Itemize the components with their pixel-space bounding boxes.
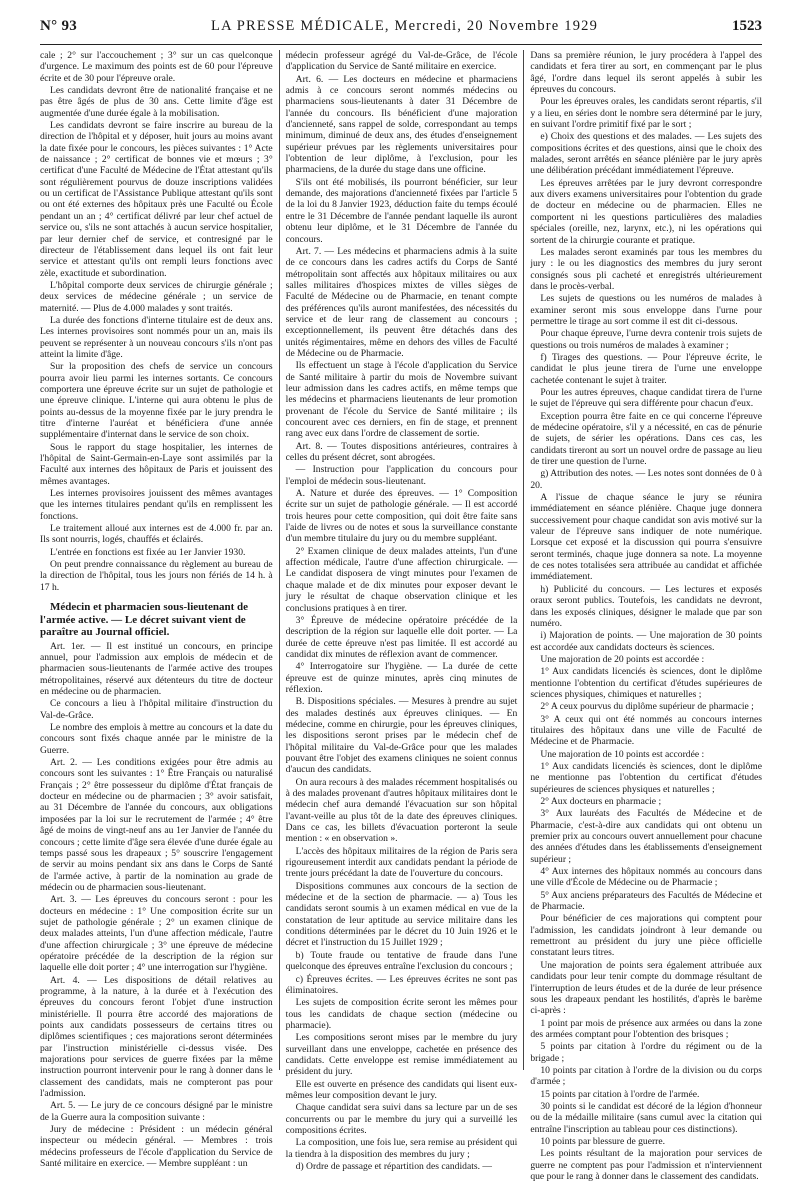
- paragraph: Une majoration de 10 points est accordée :: [540, 748, 705, 760]
- paragraph: S'ils ont été mobilisés, ils pourront bénéficier, sur leur demande, des majorations d'ancienneté fixées par l'article 5 de la loi du 8 Janvier 1923, déduction faite du temps écoulé entre le 31 Décembre de l'année pendant laquelle ils auront obtenu leur diplôme, et le 31 Décembre de l'année du concours.: [285, 176, 518, 245]
- paragraph: Les candidats devront être de nationalité française et ne pas être âgés de plus de 30 ans. Cette limite d'âge est augmentée d'une durée égale à la mobilisation.: [40, 85, 273, 119]
- paragraph: 5 points par citation à l'ordre du régiment ou de la brigade ;: [530, 1041, 762, 1064]
- paragraph: Ils effectuent un stage à l'école d'application du Service de Santé militaire à partir du mois de Novembre suivant leur admission dans les cadres actifs, en même temps que les médecins et pharmaciens lieutenants de leur promotion provenant de l'école du Service de Santé militaire ; ils concourent avec ces derniers, en fin de stage, et prennent rang avec eux dans l'ordre de classement de sortie.: [285, 360, 518, 440]
- paragraph: Le nombre des emplois à mettre au concours et la date du concours sont fixés chaque année par le ministre de la Guerre.: [40, 722, 273, 756]
- paragraph: On aura recours à des malades récemment hospitalisés ou à des malades provenant d'autres hôpitaux militaires dont le médecin chef aura demandé l'évacuation sur son hôpital l'avant-veille au plus tôt de la date des épreuves cliniques. Dans ce cas, les billets d'évacuation porteront la seule mention : « en observation ».: [285, 776, 518, 845]
- paragraph: 2° Aux docteurs en pharmacie ;: [540, 796, 662, 807]
- paragraph: Pour chaque épreuve, l'urne devra contenir trois sujets de questions ou trois numéros de malades à examiner ;: [530, 328, 762, 351]
- paragraph: Pour les épreuves orales, les candidats seront répartis, s'il y a lieu, en séries dont le nombre sera déterminé par le jury, en suivant l'ordre primitif fixé par le sort ;: [530, 96, 762, 131]
- paragraph: La durée des fonctions d'interne titulaire est de deux ans. Les internes provisoires sont nommés pour un an, mais ils peuvent se représenter à un nouveau concours s'ils n'ont pas atteint la limite d'âge.: [40, 314, 273, 360]
- paragraph: 4° Interrogatoire sur l'hygiène. — La durée de cette épreuve est de quinze minutes, après cinq minutes de réflexion.: [285, 661, 518, 695]
- paragraph: 30 points si le candidat est décoré de la légion d'honneur ou de la médaille militaire (sans cumul avec la citation qui entraîne l'inscription au tableau pour ces distinctions).: [530, 1100, 762, 1135]
- paragraph: Les épreuves arrêtées par le jury devront correspondre aux divers examens universitaires pour l'obtention du grade de docteur en médecine ou de pharmacien. Elles ne comportent ni les questions particulières des maladies spéciales (oreille, nez, larynx, etc.), ni les opérations qui sortent de la chirurgie courante et pratique.: [530, 177, 762, 246]
- paragraph: 2° Examen clinique de deux malades atteints, l'un d'une affection médicale, l'autre d'une affection chirurgicale. — Le candidat disposera de vingt minutes pour l'examen de chaque malade et de dix minutes pour exposer devant le jury le résultat de chaque observation clinique et les conclusions pratiques à en tirer.: [285, 545, 518, 614]
- paragraph: cale ; 2° sur l'accouchement ; 3° sur un cas quelconque d'urgence. Le maximum des points est de 60 pour l'épreuve écrite et de 30 pour l'épreuve orale.: [40, 50, 273, 84]
- paragraph: L'hôpital comporte deux services de chirurgie générale ; deux services de médecine générale ; un service de maternité. — Plus de 4.000 malades y sont traités.: [40, 279, 273, 314]
- paragraph: Art. 2. — Les conditions exigées pour être admis au concours sont les suivantes : 1° Être Français ou naturalisé Français ; 2° être possesseur du diplôme d'État français de docteur en médecine ou de pharmacien ; 3° avoir satisfait, au 31 Décembre de l'année du concours, aux obligations imposées par la loi sur le recrutement de l'armée ; 4° être âgé de moins de vingt-neuf ans au 1er Janvier de l'année du concours ; cette limite d'âge sera élevée d'une durée égale au temps passé sous les drapeaux ; 5° souscrire l'engagement de servir au moins pendant six ans dans le Corps de Santé de l'armée active, à partir de la nomination au grade de médecin ou de pharmacien sous-lieutenant.: [40, 757, 273, 893]
- paragraph: Art. 6. — Les docteurs en médecine et pharmaciens admis à ce concours seront nommés médecins ou pharmaciens sous-lieutenants à dater 31 Décembre de l'année du concours. Ils bénéficient d'une majoration d'ancienneté, sans rappel de solde, correspondant au temps minimum, diminué de deux ans, des études d'enseignement supérieur prévues par les règlements universitaires pour l'obtention de leur diplôme, à l'exclusion, pour les pharmaciens, de la durée du stage dans une officine.: [285, 73, 518, 176]
- paragraph: b) Toute fraude ou tentative de fraude dans l'une quelconque des épreuves entraîne l'exclusion du concours ;: [285, 949, 518, 973]
- paragraph: Chaque candidat sera suivi dans sa lecture par un de ses concurrents ou par le membre du jury qui a surveillé les compositions écrites.: [285, 1102, 518, 1136]
- paragraph: Les internes provisoires jouissent des mêmes avantages que les internes titulaires pendant qu'ils en remplissent les fonctions.: [40, 488, 273, 522]
- paragraph: c) Épreuves écrites. — Les épreuves écrites ne sont pas éliminatoires.: [285, 973, 518, 996]
- section-heading: Médecin et pharmacien sous-lieutenant de l'armée active. — Le décret suivant vient de paraître au Journal officiel.: [40, 601, 248, 639]
- paragraph: 1° Aux candidats licenciés ès sciences, dont le diplôme mentionne l'obtention du certificat d'études supérieures de sciences physiques, chimiques et naturelles ;: [530, 666, 762, 700]
- header-rule: [40, 44, 762, 45]
- paragraph: Une majoration de points sera également attribuée aux candidats pour leur tenir compte du dommage résultant de l'interruption de leurs études et de la durée de leur présence sous les drapeaux pendant les hostilités, d'après le barème ci-après :: [530, 959, 762, 1017]
- paragraph: Art. 5. — Le jury de ce concours désigné par le ministre de la Guerre aura la composition suivante :: [40, 1100, 273, 1123]
- column-2: [279, 50, 518, 1172]
- paragraph: Art. 7. — Les médecins et pharmaciens admis à la suite de ce concours dans les cadres actifs du Corps de Santé métropolitain sont affectés aux hôpitaux militaires ou aux salles militaires d'hospices mixtes de villes sièges de Faculté de Médecine ou de Pharmacie, en tenant compte des préférences qu'ils auront manifestées, des nécessités du service et de leur rang de classement au concours ; exceptionnellement, ils peuvent être détachés dans des unités régimentaires, même en dehors des villes de Faculté de Médecine ou de Pharmacie.: [285, 245, 518, 359]
- paragraph: Art. 4. — Les dispositions de détail relatives au programme, à la nature, à la durée et à l'exécution des épreuves du concours feront l'objet d'une instruction ministérielle. Il pourra être accordé des majorations de points aux candidats possesseurs de certains titres ou diplômes scientifiques ; ces majorations seront déterminées par l'instruction ministérielle ci-dessus visée. Des majorations pour services de guerre fixées par la même instruction pourront intervenir pour le rang à donner dans le classement des candidats, mais ne compteront pas pour l'admission.: [40, 974, 273, 1100]
- paragraph: Pour bénéficier de ces majorations qui comptent pour l'admission, les candidats joindront à leur demande ou remettront au président du jury une pièce officielle constatant leurs titres.: [530, 913, 762, 959]
- paragraph: f) Tirages des questions. — Pour l'épreuve écrite, le candidat le plus jeune tirera de l'urne une enveloppe cachetée contenant le sujet à traiter.: [530, 351, 762, 386]
- paragraph: Ce concours a lieu à l'hôpital militaire d'instruction du Val-de-Grâce.: [40, 698, 273, 721]
- paragraph: Les candidats devront se faire inscrire au bureau de la direction de l'hôpital et y déposer, huit jours au moins avant la date fixée pour le concours, les pièces suivantes : 1° Acte de naissance ; 2° certificat de bonnes vie et mœurs ; 3° certificat d'une Faculté de Médecine de l'État attestant qu'ils sont régulièrement pourvus de douze inscriptions validées ou un certificat de l'Assistance Publique attestant qu'ils sont ou ont été externes des hôpitaux près une Faculté ou École pendant un an ; 4° certificat délivré par leur chef actuel de service ou, s'ils ne sont attachés à aucun service hospitalier, par leur dernier chef de service, et contresigné par le directeur de l'établissement dans lequel ils ont fait leur service et attestant qu'ils ont rempli leurs fonctions avec zèle, exactitude et subordination.: [40, 120, 273, 279]
- paragraph: Elle est ouverte en présence des candidats qui lisent eux-mêmes leur composition devant le jury.: [285, 1078, 518, 1101]
- paragraph: L'accès des hôpitaux militaires de la région de Paris sera rigoureusement interdit aux candidats pendant la période de trente jours précédant la date de l'ouverture du concours.: [285, 845, 518, 880]
- paragraph: A. Nature et durée des épreuves. — 1° Composition écrite sur un sujet de pathologie générale. — Il est accordé trois heures pour cette composition, qui doit être faite sans l'aide de livres ou de notes et sous la surveillance constante d'un membre titulaire du jury ou du membre suppléant.: [285, 488, 518, 545]
- masthead: [40, 18, 762, 42]
- paragraph: L'entrée en fonctions est fixée au 1er Janvier 1930.: [50, 546, 246, 558]
- paragraph: Art. 1er. — Il est institué un concours, en principe annuel, pour l'admission aux emplois de médecin et de pharmacien sous-lieutenants de l'armée active des troupes métropolitaines, réservé aux détenteurs du titre de docteur en médecine ou de pharmacien.: [40, 640, 273, 698]
- paragraph: Dans sa première réunion, le jury procédera à l'appel des candidats et fera tirer au sort, en commençant par le plus âgé, l'ordre dans lequel ils seront appelés à subir les épreuves du concours.: [530, 50, 762, 96]
- paragraph: Les points résultant de la majoration pour services de guerre ne comptent pas pour l'admission et n'interviennent que pour le rang à donner dans le classement des candidats.: [530, 1148, 762, 1182]
- paragraph: 1 point par mois de présence aux armées ou dans la zone des armées comptant pour l'obtention des brisques ;: [530, 1017, 762, 1040]
- paragraph: Sous le rapport du stage hospitalier, les internes de l'hôpital de Saint-Germain-en-Laye sont assimilés par la Faculté aux internes des hôpitaux de Paris et jouissent des mêmes avantages.: [40, 441, 273, 487]
- paragraph: A l'issue de chaque séance le jury se réunira immédiatement en séance plénière. Chaque juge donnera successivement pour chaque candidat son avis motivé sur la valeur de l'épreuve sans indiquer de note numérique. Lorsque cet exposé et la discussion qui pourra s'ensuivre seront terminés, chaque juge donnera sa note. La moyenne de ces notes totalisées sera attribuée au candidat et affichée immédiatement.: [530, 492, 762, 583]
- paragraph: d) Ordre de passage et répartition des candidats. —: [295, 1161, 492, 1172]
- paragraph: médecin professeur agrégé du Val-de-Grâce, de l'école d'application du Service de Santé militaire en exercice.: [285, 50, 518, 73]
- paragraph: 3° Épreuve de médecine opératoire précédée de la description de la région sur laquelle elle doit porter. — La durée de cette épreuve n'est pas limitée. Il est accordé au candidat dix minutes de réflexion avant de commencer.: [285, 614, 518, 660]
- paragraph: 4° Aux internes des hôpitaux nommés au concours dans une ville d'École de Médecine ou de Pharmacie ;: [530, 866, 762, 889]
- paragraph: Exception pourra être faite en ce qui concerne l'épreuve de médecine opératoire, s'il y a nécessité, en cas de pénurie de sujets, de sérier les opérations. Dans ces cas, les candidats tireront au sort un nouvel ordre de passage au lieu de tirer une question de l'urne.: [530, 410, 762, 468]
- paragraph: i) Majoration de points. — Une majoration de 30 points est accordée aux candidats docteurs ès sciences.: [530, 630, 762, 653]
- paragraph: 3° A ceux qui ont été nommés au concours internes titulaires des hôpitaux dans une ville de Faculté de Médecine et de Pharmacie.: [530, 713, 762, 748]
- paragraph: — Instruction pour l'application du concours pour l'emploi de médecin sous-lieutenant.: [285, 464, 518, 487]
- paragraph: Dispositions communes aux concours de la section de médecine et de la section de pharmacie. — a) Tous les candidats seront soumis à un examen médical en vue de la constatation de leur aptitude au service militaire dans les conditions déterminées par le décret du 10 Juin 1926 et le décret et l'instruction du 15 Juillet 1929 ;: [285, 880, 518, 949]
- column-1: [40, 50, 273, 1170]
- page-number: 1523: [732, 18, 762, 34]
- paragraph: On peut prendre connaissance du règlement au bureau de la direction de l'hôpital, tous les jours non fériés de 14 h. à 17 h.: [40, 559, 273, 593]
- column-3: [523, 50, 762, 1182]
- paragraph: 10 points par citation à l'ordre de la division ou du corps d'armée ;: [530, 1064, 762, 1088]
- paragraph: Pour les autres épreuves, chaque candidat tirera de l'urne le sujet de l'épreuve qui sera différente pour chacun d'eux.: [530, 386, 762, 410]
- paragraph: 10 points par blessure de guerre.: [540, 1135, 666, 1147]
- paragraph: Jury de médecine : Président : un médecin général inspecteur ou médecin général. — Membres : trois médecins professeurs de l'école d'application du Service de Santé militaire en exercice. — Membre suppléant : un: [40, 1124, 273, 1170]
- paragraph: g) Attribution des notes. — Les notes sont données de 0 à 20.: [530, 468, 762, 491]
- paragraph: Une majoration de 20 points est accordée :: [540, 653, 705, 665]
- paragraph: Art. 8. — Toutes dispositions antérieures, contraires à celles du présent décret, sont abrogées.: [285, 440, 518, 464]
- paragraph: Art. 3. — Les épreuves du concours seront : pour les docteurs en médecine : 1° Une composition écrite sur un sujet de pathologie générale ; 2° un examen clinique de deux malades atteints, l'un d'une affection médicale, l'autre d'une affection chirurgicale ; 3° une épreuve de médecine opératoire précédée de la description de la région sur laquelle elle doit porter ; 4° une interrogation sur l'hygiène.: [40, 894, 273, 974]
- paragraph: 15 points par citation à l'ordre de l'armée.: [540, 1088, 700, 1100]
- newspaper-title: LA PRESSE MÉDICALE, Mercredi, 20 Novembre 1929: [211, 18, 599, 34]
- paragraph: Les sujets de questions ou les numéros de malades à examiner seront mis sous enveloppe dans l'urne pour permettre le tirage au sort comme il est dit ci-dessous.: [530, 293, 762, 327]
- paragraph: La composition, une fois lue, sera remise au président qui la tiendra à la disposition des membres du jury ;: [285, 1137, 518, 1160]
- paragraph: B. Dispositions spéciales. — Mesures à prendre au sujet des malades destinés aux épreuves cliniques. — En médecine, comme en chirurgie, pour les épreuves cliniques, les dispositions seront prises par le médecin chef de l'hôpital militaire du Val-de-Grâce pour que les malades pouvant être l'objet des examens cliniques ne soient connus d'aucun des candidats.: [285, 696, 518, 776]
- paragraph: h) Publicité du concours. — Les lectures et exposés oraux seront publics. Toutefois, les candidats ne devront, dans les exposés cliniques, désigner le malade que par son numéro.: [530, 583, 762, 629]
- paragraph: 5° Aux anciens préparateurs des Facultés de Médecine et de Pharmacie.: [530, 889, 762, 913]
- paragraph: 1° Aux candidats licenciés ès sciences, dont le diplôme ne mentionne pas l'obtention du certificat d'études supérieures de sciences physiques et naturelles ;: [530, 760, 762, 795]
- paragraph: Les compositions seront mises par le membre du jury surveillant dans une enveloppe, cachetée en présence des candidats. Cette enveloppe est remise immédiatement au président du jury.: [285, 1032, 518, 1078]
- paragraph: Sur la proposition des chefs de service un concours pourra avoir lieu parmi les internes sortants. Ce concours comportera une épreuve écrite sur un sujet de pathologie et une épreuve clinique. L'interne qui aura obtenu le plus de points au-dessus de la moyenne fixée par le jury prendra le titre d'interne l'auréat et bénéficiera d'une année supplémentaire d'internat dans le service de son choix.: [40, 361, 273, 441]
- issue-number: N° 93: [40, 18, 78, 34]
- paragraph: Les malades seront examinés par tous les membres du jury : le ou les diagnostics des membres du jury seront consignés sous pli cacheté et enregistrés ultérieurement dans le procès-verbal.: [530, 246, 762, 292]
- paragraph: 3° Aux lauréats des Facultés de Médecine et de Pharmacie, c'est-à-dire aux candidats qui ont obtenu un premier prix au concours ouvert annuellement pour chacune des années d'études dans les établissements d'enseignement supérieur ;: [530, 808, 762, 865]
- paragraph: 2° A ceux pourvus du diplôme supérieur de pharmacie ;: [540, 701, 754, 713]
- article-columns: [40, 50, 762, 1182]
- paragraph: e) Choix des questions et des malades. — Les sujets des compositions écrites et des questions, ainsi que le choix des malades, seront arrêtés en séance plénière par le jury après une délibération précédant immédiatement l'épreuve.: [530, 131, 762, 177]
- paragraph: Les sujets de composition écrite seront les mêmes pour tous les candidats de chaque section (médecine ou pharmacie).: [285, 997, 518, 1031]
- paragraph: Le traitement alloué aux internes est de 4.000 fr. par an. Ils sont nourris, logés, chauffés et éclairés.: [40, 523, 273, 546]
